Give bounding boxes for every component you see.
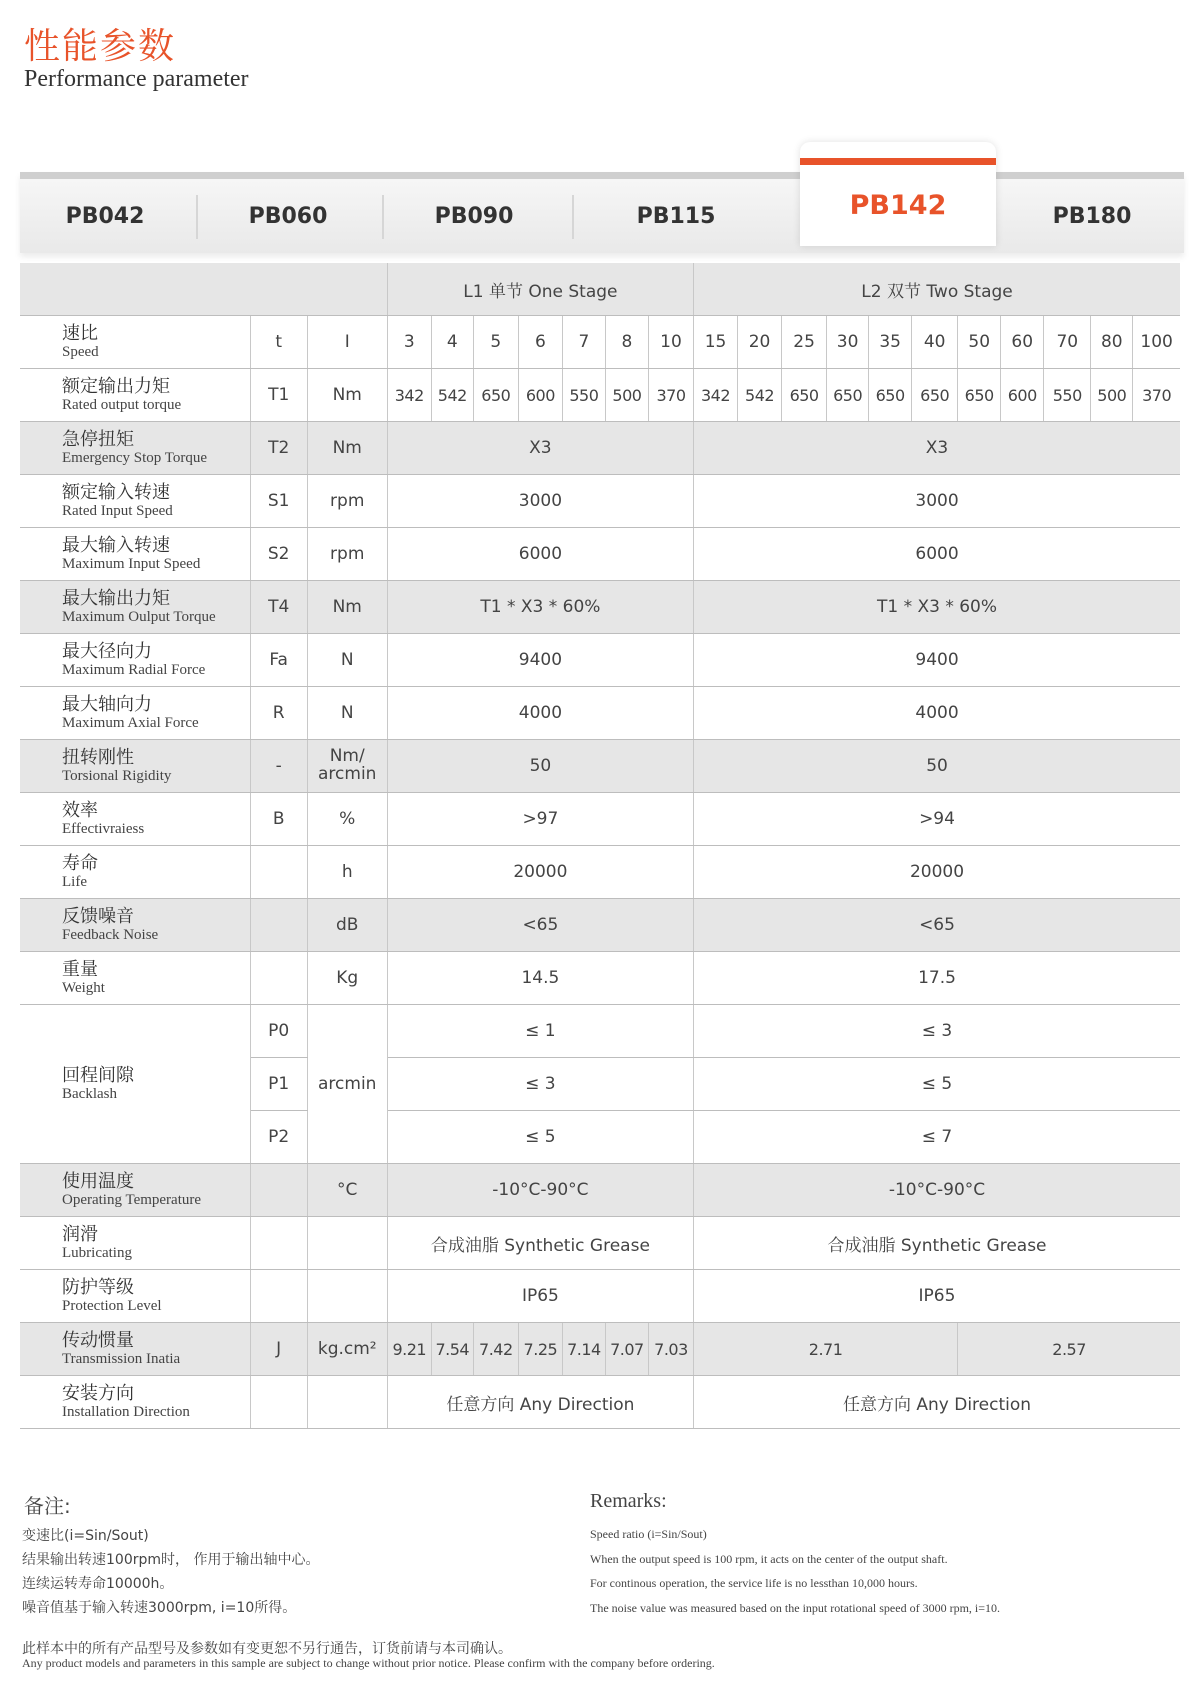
ratio-cell: 5: [473, 316, 518, 369]
torque-cell: 650: [958, 369, 1001, 422]
tab-pb142-label: PB142: [849, 189, 947, 221]
stage2-value: 50: [694, 740, 1180, 793]
model-tab-bar: [20, 172, 1184, 253]
table-row: [20, 1323, 1180, 1376]
inertia-cell: 7.54: [431, 1323, 473, 1376]
row-label: 最大径向力 Maximum Radial Force: [20, 634, 250, 687]
remark-line: 变速比(i=Sin/Sout): [22, 1528, 149, 1544]
row-symbol: [250, 952, 307, 1005]
ratio-cell: 20: [738, 316, 782, 369]
row-symbol: T4: [250, 581, 307, 634]
row-label: 额定输出力矩 Rated output torque: [20, 369, 250, 422]
table-row: [20, 1376, 1180, 1429]
row-label: 重量 Weight: [20, 952, 250, 1005]
table-row: [20, 1270, 1180, 1323]
stage2-value: 20000: [694, 846, 1180, 899]
ratio-cell: 60: [1001, 316, 1044, 369]
tab-pb142-active[interactable]: [800, 142, 996, 246]
stage1-value: 合成油脂 Synthetic Grease: [387, 1217, 693, 1270]
table-row: [20, 1164, 1180, 1217]
table-row: [20, 634, 1180, 687]
torque-cell: 550: [1044, 369, 1091, 422]
torque-cell: 650: [869, 369, 912, 422]
remarks-title-en: Remarks:: [590, 1490, 667, 1512]
table-header-row: [20, 263, 1180, 316]
ratio-cell: 30: [827, 316, 869, 369]
stage1-value: X3: [387, 422, 693, 475]
row-symbol: T2: [250, 422, 307, 475]
header-blank: [20, 263, 387, 316]
row-unit: kg.cm²: [307, 1323, 387, 1376]
row-symbol: P2: [250, 1111, 307, 1164]
row-unit: h: [307, 846, 387, 899]
ratio-cell: 15: [694, 316, 738, 369]
table-row: [20, 899, 1180, 952]
row-unit: I: [307, 316, 387, 369]
row-label: 急停扭矩 Emergency Stop Torque: [20, 422, 250, 475]
torque-cell: 342: [694, 369, 738, 422]
row-unit: Nm: [307, 369, 387, 422]
remarks-en: [590, 1522, 1000, 1620]
row-symbol: t: [250, 316, 307, 369]
remark-line: When the output speed is 100 rpm, it acts on the center of the output shaft.: [590, 1551, 948, 1566]
row-symbol: [250, 1217, 307, 1270]
stage2-header: L2 双节 Two Stage: [694, 263, 1180, 316]
row-unit: [307, 1217, 387, 1270]
row-symbol: [250, 846, 307, 899]
tab-pb180[interactable]: PB180: [1052, 203, 1132, 229]
stage2-value: 17.5: [694, 952, 1180, 1005]
row-symbol: T1: [250, 369, 307, 422]
row-label: 润滑 Lubricating: [20, 1217, 250, 1270]
stage2-value: >94: [694, 793, 1180, 846]
ratio-cell: 70: [1044, 316, 1091, 369]
stage1-value: T1 * X3 * 60%: [387, 581, 693, 634]
row-label: 回程间隙 Backlash: [20, 1005, 250, 1164]
tab-pb060[interactable]: PB060: [248, 203, 328, 229]
row-unit: arcmin: [307, 1005, 387, 1164]
stage1-value: >97: [387, 793, 693, 846]
torque-cell: 500: [1091, 369, 1133, 422]
row-label: 额定输入转速 Rated Input Speed: [20, 475, 250, 528]
row-symbol: [250, 899, 307, 952]
table-row: [20, 846, 1180, 899]
row-symbol: Fa: [250, 634, 307, 687]
row-unit: Nm: [307, 581, 387, 634]
ratio-cell: 100: [1133, 316, 1180, 369]
row-symbol: S1: [250, 475, 307, 528]
tab-divider: [196, 195, 198, 239]
row-label: 效率 Effectivraiess: [20, 793, 250, 846]
stage1-value: 14.5: [387, 952, 693, 1005]
ratio-cell: 7: [562, 316, 605, 369]
ratio-cell: 8: [605, 316, 648, 369]
inertia-cell: 7.07: [605, 1323, 648, 1376]
footer-notice-cn: 此样本中的所有产品型号及参数如有变更恕不另行通告，订货前请与本司确认。: [22, 1641, 512, 1657]
table-row: [20, 1005, 1180, 1058]
torque-cell: 542: [431, 369, 473, 422]
stage1-value: 6000: [387, 528, 693, 581]
ratio-cell: 35: [869, 316, 912, 369]
remarks-cn: [22, 1524, 319, 1620]
tab-pb115[interactable]: PB115: [636, 203, 716, 229]
footer-notice-en: Any product models and parameters in this sample are subject to change without prior notice. Please confirm with the company before ordering.: [22, 1656, 715, 1670]
row-label: 最大输出力矩 Maximum Oulput Torque: [20, 581, 250, 634]
inertia-cell: 9.21: [387, 1323, 431, 1376]
row-symbol: P1: [250, 1058, 307, 1111]
inertia-cell: 2.71: [694, 1323, 958, 1376]
ratio-cell: 3: [387, 316, 431, 369]
row-symbol: S2: [250, 528, 307, 581]
stage1-value: IP65: [387, 1270, 693, 1323]
remark-line: 结果输出转速100rpm时， 作用于输出轴中心。: [22, 1552, 320, 1568]
torque-cell: 370: [1133, 369, 1180, 422]
stage2-value: T1 * X3 * 60%: [694, 581, 1180, 634]
table-row: [20, 1217, 1180, 1270]
ratio-cell: 10: [648, 316, 693, 369]
torque-cell: 342: [387, 369, 431, 422]
row-symbol: P0: [250, 1005, 307, 1058]
row-label: 速比 Speed: [20, 316, 250, 369]
table-row: [20, 422, 1180, 475]
row-label: 传动惯量 Transmission Inatia: [20, 1323, 250, 1376]
inertia-cell: 7.03: [648, 1323, 693, 1376]
ratio-cell: 25: [782, 316, 827, 369]
ratio-cell: 50: [958, 316, 1001, 369]
table-row: [20, 316, 1180, 369]
stage1-value: 20000: [387, 846, 693, 899]
remarks-title-cn: 备注:: [24, 1494, 71, 1518]
row-label: 最大轴向力 Maximum Axial Force: [20, 687, 250, 740]
stage2-value: ≤ 5: [694, 1058, 1180, 1111]
torque-cell: 600: [1001, 369, 1044, 422]
table-row: [20, 793, 1180, 846]
table-row: [20, 952, 1180, 1005]
torque-cell: 600: [518, 369, 562, 422]
stage1-value: 任意方向 Any Direction: [387, 1376, 693, 1429]
stage2-value: 9400: [694, 634, 1180, 687]
page-subtitle: Performance parameter: [24, 66, 249, 92]
row-symbol: [250, 1164, 307, 1217]
row-label: 使用温度 Operating Temperature: [20, 1164, 250, 1217]
stage2-value: 3000: [694, 475, 1180, 528]
table-row: [20, 475, 1180, 528]
inertia-cell: 2.57: [958, 1323, 1180, 1376]
torque-cell: 650: [912, 369, 958, 422]
row-label: 扭转刚性 Torsional Rigidity: [20, 740, 250, 793]
torque-cell: 500: [605, 369, 648, 422]
stage1-value: 4000: [387, 687, 693, 740]
remark-line: 连续运转寿命10000h。: [22, 1576, 174, 1592]
row-label: 反馈噪音 Feedback Noise: [20, 899, 250, 952]
row-symbol: B: [250, 793, 307, 846]
row-symbol: J: [250, 1323, 307, 1376]
tab-divider: [382, 195, 384, 239]
row-symbol: -: [250, 740, 307, 793]
inertia-cell: 7.42: [473, 1323, 518, 1376]
tab-pb042[interactable]: PB042: [65, 203, 145, 229]
row-unit: rpm: [307, 528, 387, 581]
stage1-header: L1 单节 One Stage: [387, 263, 693, 316]
row-unit: rpm: [307, 475, 387, 528]
remark-line: For continous operation, the service life is no lessthan 10,000 hours.: [590, 1576, 918, 1590]
stage1-value: 3000: [387, 475, 693, 528]
table-row: [20, 687, 1180, 740]
torque-cell: 650: [473, 369, 518, 422]
stage1-value: -10°C-90°C: [387, 1164, 693, 1217]
tab-divider: [572, 195, 574, 239]
stage1-value: ≤ 1: [387, 1005, 693, 1058]
row-unit: Kg: [307, 952, 387, 1005]
stage2-value: -10°C-90°C: [694, 1164, 1180, 1217]
row-symbol: [250, 1376, 307, 1429]
row-symbol: R: [250, 687, 307, 740]
ratio-cell: 40: [912, 316, 958, 369]
remark-line: 噪音值基于输入转速3000rpm, i=10所得。: [22, 1600, 297, 1616]
stage1-value: ≤ 5: [387, 1111, 693, 1164]
stage2-value: <65: [694, 899, 1180, 952]
stage1-value: 9400: [387, 634, 693, 687]
row-label: 安装方向 Installation Direction: [20, 1376, 250, 1429]
torque-cell: 370: [648, 369, 693, 422]
row-label: 最大输入转速 Maximum Input Speed: [20, 528, 250, 581]
torque-cell: 542: [738, 369, 782, 422]
ratio-cell: 80: [1091, 316, 1133, 369]
row-unit: Nm/ arcmin: [307, 740, 387, 793]
row-unit: °C: [307, 1164, 387, 1217]
tab-pb090[interactable]: PB090: [434, 203, 514, 229]
row-label: 寿命 Life: [20, 846, 250, 899]
stage1-value: ≤ 3: [387, 1058, 693, 1111]
stage2-value: ≤ 7: [694, 1111, 1180, 1164]
stage2-value: ≤ 3: [694, 1005, 1180, 1058]
page-title: 性能参数: [24, 26, 177, 67]
torque-cell: 650: [827, 369, 869, 422]
stage1-value: <65: [387, 899, 693, 952]
row-unit: %: [307, 793, 387, 846]
stage2-value: X3: [694, 422, 1180, 475]
stage2-value: 4000: [694, 687, 1180, 740]
table-row: [20, 581, 1180, 634]
row-unit: N: [307, 634, 387, 687]
ratio-cell: 6: [518, 316, 562, 369]
spec-table: [20, 263, 1180, 1429]
remark-line: The noise value was measured based on the input rotational speed of 3000 rpm, i=10.: [590, 1600, 1000, 1615]
table-row: [20, 528, 1180, 581]
row-unit: [307, 1270, 387, 1323]
row-unit: N: [307, 687, 387, 740]
table-row: [20, 740, 1180, 793]
row-label: 防护等级 Protection Level: [20, 1270, 250, 1323]
inertia-cell: 7.25: [518, 1323, 562, 1376]
row-unit: Nm: [307, 422, 387, 475]
ratio-cell: 4: [431, 316, 473, 369]
torque-cell: 550: [562, 369, 605, 422]
stage2-value: IP65: [694, 1270, 1180, 1323]
stage2-value: 任意方向 Any Direction: [694, 1376, 1180, 1429]
stage2-value: 合成油脂 Synthetic Grease: [694, 1217, 1180, 1270]
row-symbol: [250, 1270, 307, 1323]
row-unit: dB: [307, 899, 387, 952]
inertia-cell: 7.14: [562, 1323, 605, 1376]
stage1-value: 50: [387, 740, 693, 793]
stage2-value: 6000: [694, 528, 1180, 581]
row-unit: [307, 1376, 387, 1429]
remark-line: Speed ratio (i=Sin/Sout): [590, 1527, 707, 1541]
table-row: [20, 369, 1180, 422]
torque-cell: 650: [782, 369, 827, 422]
